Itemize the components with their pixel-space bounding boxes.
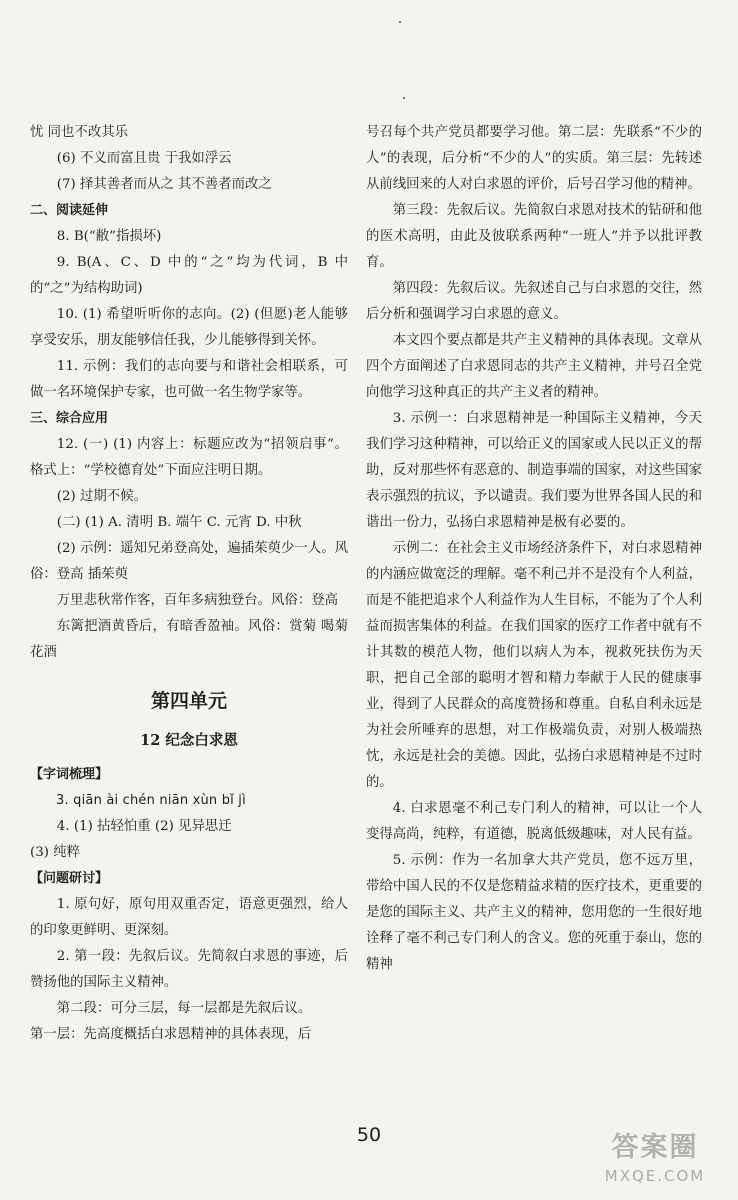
section-heading: 三、综合应用 — [30, 411, 109, 426]
paragraph: (6) 不义而富且贵 于我如浮云 — [56, 151, 232, 166]
paragraph: (7) 择其善者而从之 其不善者而改之 — [56, 177, 272, 192]
paragraph: 8. B(“敝”指损坏) — [56, 229, 162, 244]
paragraph: 第一层：先高度概括白求恩精神的具体表现，后 — [30, 1027, 312, 1042]
scan-speck — [403, 97, 405, 99]
paragraph: (2) 过期不候。 — [56, 489, 147, 504]
paragraph: 3. 示例一：白求恩精神是一种国际主义精神，今天我们学习这种精神，可以给正义的国家或人民以正义的帮助，反对那些怀有恶意的、制造事端的国家，对这些国家表示强烈的抗议，予以谴责。我们要为世界各国人民的和谐出一份力，弘扬白求恩精神是极有必要的。 — [366, 411, 702, 530]
paragraph: 9. B(A、C、D 中的“之”均为代词，B 中的“之”为结构助词) — [30, 255, 348, 296]
scan-speck — [399, 21, 401, 23]
paragraph: 10. (1) 希望听听你的志向。(2) (但愿)老人能够享受安乐，朋友能够信任我，少儿能够得到关怀。 — [30, 307, 348, 348]
paragraph: 4. 白求恩毫不利己专门利人的精神，可以让一个人变得高尚，纯粹，有道德，脱离低级趣味，对人民有益。 — [366, 801, 702, 842]
paragraph: 忧 同也不改其乐 — [30, 125, 128, 140]
paragraph: 本文四个要点都是共产主义精神的具体表现。文章从四个方面阐述了白求恩同志的共产主义精神，并号召全党向他学习这种真正的共产主义者的精神。 — [366, 333, 702, 400]
right-column — [366, 120, 702, 978]
paragraph: 12. (一) (1) 内容上：标题应改为“招领启事”。格式上：“学校德育处”下面应注明日期。 — [30, 437, 348, 478]
paragraph: 4. (1) 拈轻怕重 (2) 见异思迁 — [56, 819, 232, 834]
paragraph: (2) 示例：遥知兄弟登高处，遍插茱萸少一人。风俗：登高 插茱萸 — [30, 541, 348, 582]
lesson-title: 12 纪念白求恩 — [140, 732, 238, 749]
paragraph: 第三段：先叙后议。先简叙白求恩对技术的钻研和他的医术高明，由此及彼联系两种“一班人”并予以批评教育。 — [366, 203, 702, 270]
paragraph: 东篱把酒黄昏后，有暗香盈袖。风俗：赏菊 喝菊花酒 — [30, 619, 348, 660]
paragraph: 5. 示例：作为一名加拿大共产党员，您不远万里，带给中国人民的不仅是您精益求精的医疗技术，更重要的是您的国际主义、共产主义的精神，您用您的一生很好地诠释了毫不利己专门利人的含义。您的死重于泰山，您的精神 — [366, 853, 702, 972]
paragraph: 第四段：先叙后议。先叙述自己与白求恩的交往，然后分析和强调学习白求恩的意义。 — [366, 281, 702, 322]
paragraph: 万里悲秋常作客，百年多病独登台。风俗：登高 — [56, 593, 338, 608]
paragraph: 示例二：在社会主义市场经济条件下，对白求恩精神的内涵应做宽泛的理解。毫不利己并不是没有个人利益，而是不能把追求个人利益作为人生目标，不能为了个人利益而损害集体的利益。在我们国家的医疗工作者中就有不计其数的模范人物，他们以病人为本，视救死扶伤为天职，把自己全部的聪明才智和精力奉献于人民的健康事业，得到了人民群众的高度赞扬和尊重。自私自利永远是为社会所唾弃的思想，对工作极端负责，对别人极端热忱，永远是社会的美德。因此，弘扬白求恩精神是不过时的。 — [366, 541, 702, 790]
section-heading: 【问题研讨】 — [30, 871, 109, 886]
paragraph: 号召每个共产党员都要学习他。第二层：先联系“不少的人”的表现，后分析“不少的人”的实质。第三层：先转述从前线回来的人对白求恩的评价，后号召学习他的精神。 — [366, 125, 702, 192]
section-heading: 【字词梳理】 — [30, 767, 109, 782]
watermark-url: MXQE.COM — [604, 1167, 706, 1185]
watermark-title: 答案圈 — [611, 1132, 699, 1163]
unit-title: 第四单元 — [150, 690, 227, 712]
paragraph: 1. 原句好，原句用双重否定，语意更强烈，给人的印象更鲜明、更深刻。 — [30, 897, 348, 938]
paragraph: 2. 第一段：先叙后议。先简叙白求恩的事迹，后赞扬他的国际主义精神。 — [30, 949, 348, 990]
watermark-logo — [580, 1130, 730, 1194]
section-heading: 二、阅读延伸 — [30, 203, 109, 218]
paragraph: 第二段：可分三层，每一层都是先叙后议。 — [56, 1001, 312, 1016]
left-column — [30, 120, 348, 1048]
pinyin-line: 3. qiān ài chén niān xùn bǐ jì — [56, 793, 246, 808]
paragraph: 11. 示例：我们的志向要与和谐社会相联系，可做一名环境保护专家，也可做一名生物学家等。 — [30, 359, 348, 400]
paragraph: (3) 纯粹 — [30, 845, 81, 860]
page-number: 50 — [356, 1124, 382, 1146]
paragraph: (二) (1) A. 清明 B. 端午 C. 元宵 D. 中秋 — [56, 515, 302, 530]
